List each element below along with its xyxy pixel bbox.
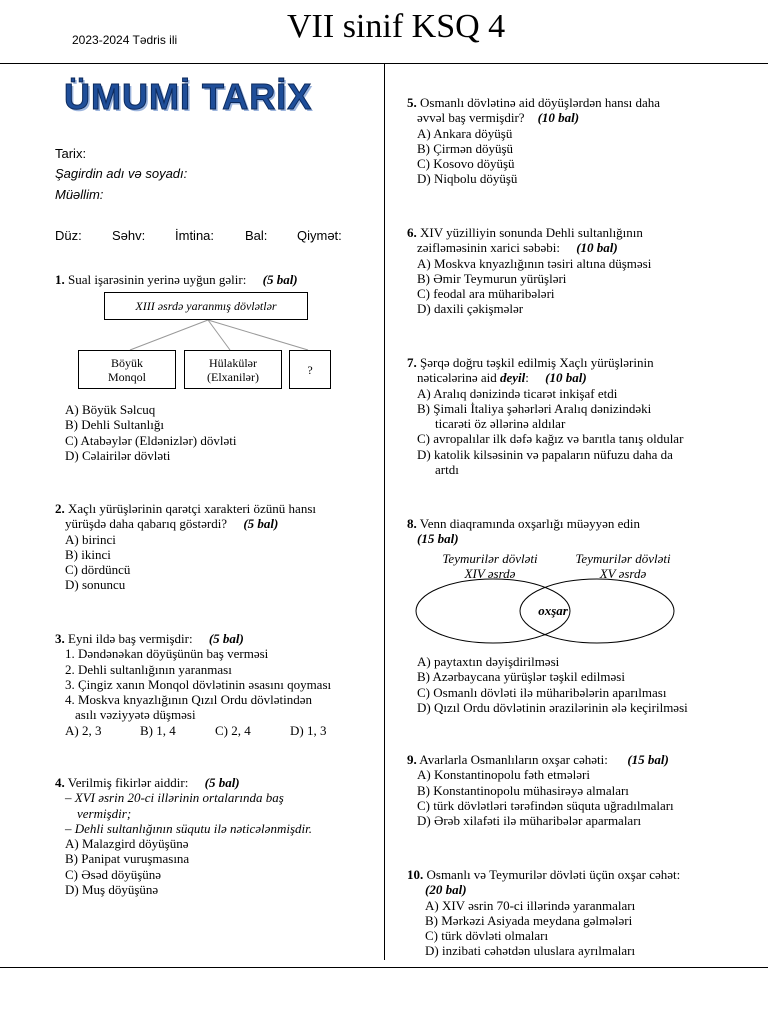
q3-item: 3. Çingiz xanın Monqol dövlətinin əsasını qoyması <box>65 676 332 692</box>
answer-option-cont[interactable]: ticarəti öz əllərinə aldılar <box>435 416 566 432</box>
question-number: 9. <box>407 752 417 767</box>
answer-option[interactable]: A) Aralıq dənizində ticarət inkişaf etdi <box>417 385 618 401</box>
answer-option[interactable]: D) Qızıl Ordu dövlətinin ərazilərinin ələ keçirilməsi <box>417 699 688 715</box>
question-points: (10 bal) <box>576 240 618 256</box>
answer-option[interactable]: B) Əmir Teymurun yürüşləri <box>417 270 567 286</box>
question-text: zəifləməsinin xarici səbəbi: <box>417 240 560 256</box>
diagram-label: Böyük <box>110 355 143 370</box>
venn-center-label: oxşar <box>538 603 568 618</box>
answer-option[interactable]: B) Şimali İtaliya şəhərləri Aralıq dənizindəki <box>417 400 652 416</box>
answer-option[interactable]: C) dördüncü <box>65 562 131 578</box>
score-grade: Qiymət: <box>297 228 342 243</box>
question-text: Avarlarla Osmanlıların oxşar cəhəti: <box>419 752 608 767</box>
school-year: 2023-2024 Tədris ili <box>72 33 178 47</box>
question-number: 2. <box>55 501 65 516</box>
diagram-label: Monqol <box>107 369 146 384</box>
answer-option[interactable]: B) Çirmən döyüşü <box>417 140 514 156</box>
answer-option-cont[interactable]: artdı <box>435 462 459 478</box>
question-emphasis: deyil <box>500 370 526 386</box>
question-number: 3. <box>55 631 65 646</box>
q8-options <box>417 654 688 715</box>
question-text: yürüşdə daha qabarıq göstərdi? <box>65 516 228 532</box>
answer-option[interactable]: C) 2, 4 <box>215 722 251 738</box>
question-number: 8. <box>407 516 417 531</box>
page-title: VII sinif KSQ 4 <box>287 8 506 45</box>
answer-option[interactable]: D) sonuncu <box>65 577 126 593</box>
question-9 <box>407 752 674 828</box>
venn-label-line: XV əsrdə <box>599 566 647 582</box>
answer-option[interactable]: C) feodal ara müharibələri <box>417 286 555 302</box>
answer-option[interactable]: A) XIV əsrin 70-ci illərində yaranmaları <box>425 897 636 913</box>
teacher-field: Müəllim: <box>55 187 104 202</box>
question-number: 10. <box>407 867 424 882</box>
answer-option[interactable]: B) 1, 4 <box>140 722 176 738</box>
venn-label-line: Teymurilər dövləti <box>442 551 538 566</box>
question-points: (5 bal) <box>262 272 298 287</box>
subject-title: ÜMUMİ TARİX <box>64 76 313 117</box>
question-text: Venn diaqramında oxşarlığı müəyyən edin <box>419 516 640 531</box>
answer-option[interactable]: C) türk dövləti olmaları <box>425 928 549 944</box>
question-text: Osmanlı dövlətinə aid döyüşlərdən hansı daha <box>420 95 661 110</box>
question-points: (20 bal) <box>425 882 467 898</box>
answer-option[interactable]: C) türk dövlətləri tərəfindən süquta uğradılmaları <box>417 797 674 813</box>
question-text: Sual işarəsinin yerinə uyğun gəlir: <box>68 272 247 287</box>
score-wrong: Səhv: <box>112 228 146 243</box>
question-text: Şərqə doğru təşkil edilmiş Xaçlı yürüşlərinin <box>420 355 654 370</box>
answer-option[interactable]: B) Mərkəzi Asiyada meydana gəlmələri <box>425 912 633 928</box>
answer-option[interactable]: C) Atabəylər (Eldənizlər) dövləti <box>65 432 237 448</box>
q4-statement: – XVI əsrin 20-ci illərinin ortalarında baş <box>65 790 284 806</box>
question-text: nəticələrinə aid <box>417 370 497 386</box>
answer-option[interactable]: B) Panipat vuruşmasına <box>65 851 190 867</box>
answer-option[interactable]: C) Kosovo döyüşü <box>417 156 515 172</box>
answer-option[interactable]: C) Osmanlı dövləti ilə müharibələrin aparılması <box>417 684 667 700</box>
question-number: 1. <box>55 272 65 287</box>
answer-option[interactable]: A) Malazgird döyüşünə <box>65 836 189 852</box>
q3-item: 4. Moskva knyazlığının Qızıl Ordu dövlətindən <box>65 692 312 708</box>
question-points: (10 bal) <box>545 370 587 386</box>
venn-label-line: XIV əsrdə <box>464 566 516 582</box>
question-number: 5. <box>407 95 417 110</box>
answer-option[interactable]: A) 2, 3 <box>65 722 102 738</box>
question-text: Osmanlı və Teymurilər dövləti üçün oxşar cəhət: <box>426 867 681 882</box>
diagram-label: Hülakülər <box>209 355 257 370</box>
question-points: (10 bal) <box>537 110 580 126</box>
answer-option[interactable]: A) birinci <box>65 531 116 547</box>
answer-option[interactable]: B) Konstantinopolu mühasirəyə almaları <box>417 782 629 798</box>
q3-item-cont: asılı vəziyyətə düşməsi <box>75 707 196 723</box>
answer-option[interactable]: D) 1, 3 <box>290 722 327 738</box>
question-number: 4. <box>55 775 65 790</box>
question-text: XIV yüzilliyin sonunda Dehli sultanlığının <box>420 225 643 240</box>
venn-label-line: Teymurilər dövləti <box>575 551 671 566</box>
question-text: əvvəl baş vermişdir? <box>417 110 525 126</box>
answer-option[interactable]: B) Dehli Sultanlığı <box>65 417 164 433</box>
q3-item: 2. Dehli sultanlığının yaranması <box>65 661 232 677</box>
answer-option[interactable]: D) Ərəb xilafəti ilə müharibələr aparmaları <box>417 813 642 829</box>
q4-statement: vermişdir; <box>77 805 132 821</box>
answer-option[interactable]: C) Əsəd döyüşünə <box>65 866 162 882</box>
q4-statement: – Dehli sultanlığının süqutu ilə nəticələnmişdir. <box>65 820 312 836</box>
question-points: (5 bal) <box>243 516 279 532</box>
q1-diagram-top: XIII əsrdə yaranmış dövlətlər <box>104 292 308 320</box>
answer-option[interactable]: A) Ankara döyüşü <box>417 125 513 141</box>
diagram-label: (Elxanilər) <box>207 369 259 384</box>
answer-option[interactable]: B) ikinci <box>65 546 111 562</box>
score-skipped: İmtina: <box>175 228 215 243</box>
answer-option[interactable]: C) avropalılar ilk dəfə kağız və barıtla tanış oldular <box>417 431 684 447</box>
answer-option[interactable]: D) katolik kilsəsinin və papaların nüfuzu daha da <box>417 446 673 462</box>
answer-option[interactable]: D) Cəlairilər dövləti <box>65 447 171 463</box>
question-points: (15 bal) <box>417 531 459 547</box>
question-10 <box>407 867 680 959</box>
q3-item: 1. Dəndənəkan döyüşünün baş verməsi <box>65 646 269 662</box>
question-number: 6. <box>407 225 417 240</box>
question-points: (5 bal) <box>204 775 240 790</box>
question-text: Eyni ildə baş vermişdir: <box>68 631 193 646</box>
answer-option[interactable]: A) Moskva knyazlığının təsiri altına düşməsi <box>417 255 652 271</box>
answer-option[interactable]: A) paytaxtın dəyişdirilməsi <box>417 654 560 669</box>
question-points: (15 bal) <box>627 752 669 767</box>
score-correct: Düz: <box>55 228 82 243</box>
answer-option[interactable]: A) Konstantinopolu fəth etmələri <box>417 767 590 783</box>
answer-option[interactable]: D) Muş döyüşünə <box>65 882 159 898</box>
answer-option[interactable]: D) Niqbolu döyüşü <box>417 171 518 187</box>
question-text: : <box>525 370 529 386</box>
answer-option[interactable]: A) Böyük Səlcuq <box>65 402 156 417</box>
student-name-field: Şagirdin adı və soyadı: <box>55 166 188 181</box>
question-text: Xaçlı yürüşlərinin qarətçi xarakteri özünü hansı <box>68 501 316 516</box>
question-text: Verilmiş fikirlər aiddir: <box>67 775 189 790</box>
question-points: (5 bal) <box>208 631 244 646</box>
q1-diagram-box-unknown: ? <box>289 350 331 389</box>
answer-option[interactable]: D) inzibati cəhətdən uluslara ayrılmaları <box>425 943 636 959</box>
answer-option[interactable]: B) Azərbaycana yürüşlər təşkil edilməsi <box>417 669 625 685</box>
date-field: Tarix: <box>55 146 87 161</box>
score-points: Bal: <box>245 228 268 243</box>
question-number: 7. <box>407 355 417 370</box>
answer-option[interactable]: D) daxili çəkişmələr <box>417 301 524 317</box>
